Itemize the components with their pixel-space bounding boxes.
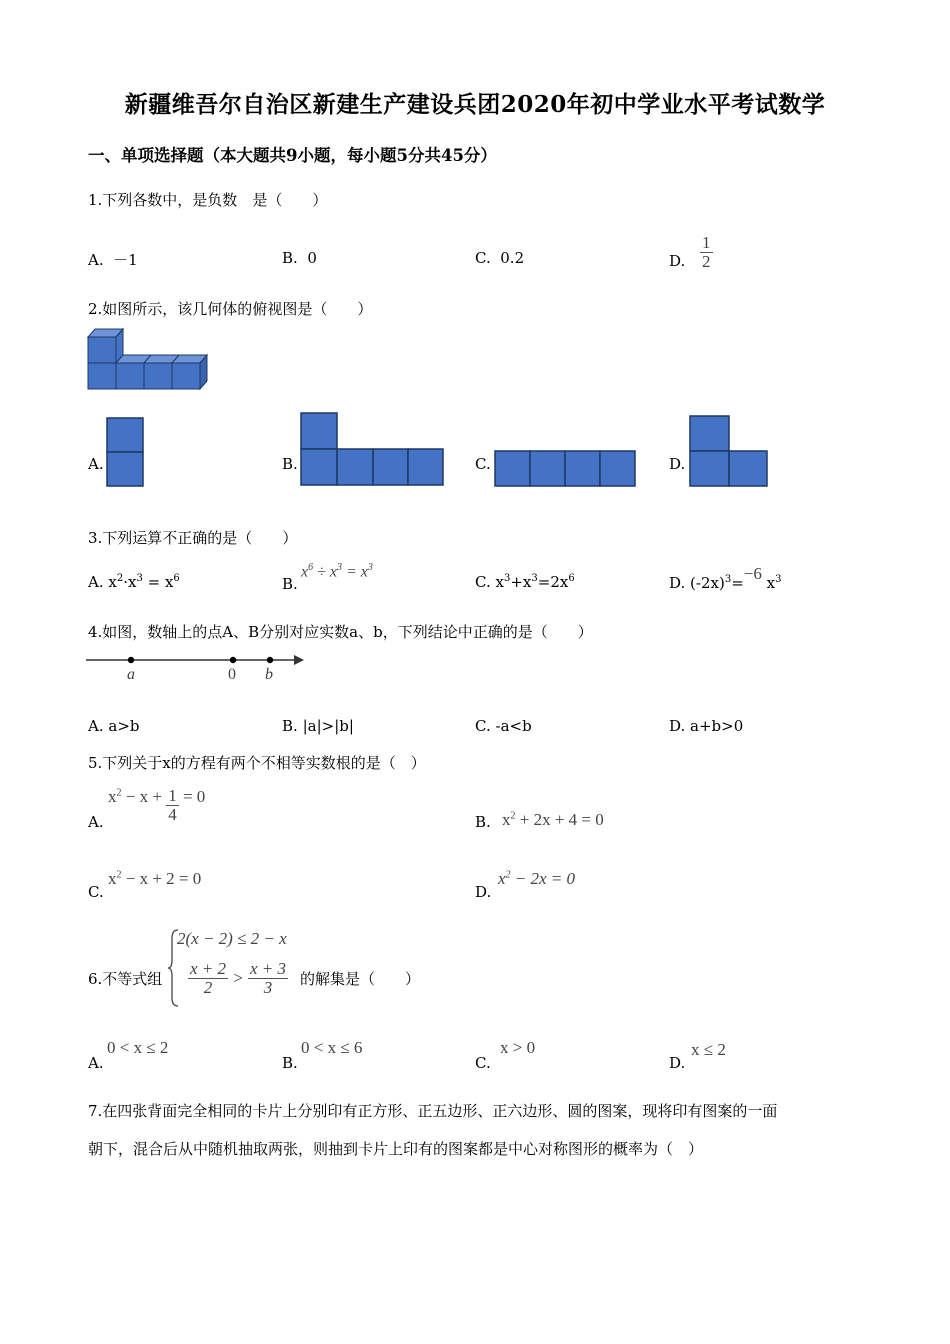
q2-option-b-figure: [300, 412, 446, 488]
q2-option-c-figure: [494, 450, 638, 488]
q4-option-d: [669, 717, 743, 735]
exponent: 2: [116, 787, 122, 799]
term: x: [766, 574, 776, 592]
q6-option-b-label: B.: [282, 1054, 298, 1072]
term: = x: [342, 563, 368, 581]
term: x: [108, 573, 117, 591]
q5-option-a-expr: [108, 787, 205, 824]
option-label: D.: [669, 717, 686, 735]
question-2-stem: 2.如图所示，该几何体的俯视图是（ ）: [88, 300, 373, 318]
exponent: 2: [116, 869, 122, 881]
denominator: 4: [168, 804, 177, 824]
option-value: －1: [113, 251, 138, 269]
axis-label-a: a: [127, 666, 135, 683]
option-label: D.: [669, 252, 686, 271]
term: +x: [510, 573, 532, 591]
fraction-one-half: [700, 234, 713, 271]
q1-option-b: [282, 249, 317, 267]
q6-option-a-label: A.: [88, 1054, 104, 1072]
numerator: 1: [168, 786, 177, 805]
term: = x: [142, 573, 174, 591]
exponent: 6: [568, 573, 575, 584]
option-label: B.: [282, 249, 298, 267]
option-label: A.: [88, 717, 104, 735]
q6-option-c-label: C.: [475, 1054, 491, 1072]
exponent: 6: [308, 562, 314, 573]
term: x: [495, 573, 504, 591]
q4-option-b: [282, 717, 354, 735]
exponent: 2: [116, 573, 124, 584]
question-3-stem: 3.下列运算不正确的是（ ）: [88, 529, 298, 547]
numerator: 1: [702, 233, 711, 252]
exponent: 3: [367, 562, 373, 573]
exponent: 3: [136, 573, 143, 584]
q6-option-d-expr: x ≤ 2: [691, 1040, 726, 1059]
solid-figure: [86, 325, 211, 390]
denominator: 3: [263, 977, 273, 997]
term: ·x: [123, 573, 137, 591]
term: − x +: [121, 787, 167, 806]
inequality-line-1: 2(x − 2) ≤ 2 − x: [177, 929, 287, 948]
term: − x + 2 = 0: [121, 869, 202, 888]
question-6-stem-post: 的解集是（ ）: [300, 970, 421, 988]
inequality-line-2: [188, 960, 288, 997]
fraction-right: [248, 960, 288, 997]
q5-option-b-label: B.: [475, 813, 491, 831]
term: x: [502, 810, 511, 829]
q3-option-a: [88, 573, 180, 591]
fraction-left: [188, 960, 228, 997]
q1-option-a: [88, 249, 138, 270]
option-value: -a<b: [495, 717, 532, 735]
option-label: A.: [88, 573, 104, 591]
q2-option-a-figure: [106, 417, 146, 489]
coefficient: −6: [743, 564, 762, 583]
option-label: C.: [475, 249, 491, 267]
denominator: 2: [702, 251, 711, 271]
q3-option-b-expr: [301, 562, 373, 581]
q5-option-d-label: D.: [475, 883, 492, 901]
q2-option-a-label: A.: [88, 455, 104, 473]
exponent: 3: [531, 573, 538, 584]
term: = 0: [178, 787, 206, 806]
q1-option-c: [475, 249, 524, 267]
term: − 2x = 0: [510, 869, 576, 888]
option-label: D.: [669, 574, 686, 592]
option-label: C.: [475, 573, 491, 591]
point-zero: [230, 657, 236, 663]
term: + 2x + 4 = 0: [515, 810, 604, 829]
term: x: [108, 869, 117, 888]
q5-option-d-expr: [498, 869, 575, 889]
section-heading: 一、单项选择题（本大题共9小题，每小题5分共45分）: [88, 146, 497, 165]
q2-option-c-label: C.: [475, 455, 491, 473]
point-b: [267, 657, 273, 663]
option-value: a>b: [108, 717, 140, 735]
option-value: 0.2: [500, 249, 525, 267]
exponent: 6: [173, 573, 180, 584]
exponent: 3: [337, 562, 342, 573]
q4-option-a: [88, 717, 140, 735]
exponent: 3: [503, 573, 511, 584]
axis-label-zero: 0: [228, 666, 236, 683]
operator: >: [232, 968, 244, 988]
numerator: x + 3: [250, 959, 287, 978]
denominator: 2: [203, 977, 213, 997]
q1-option-d: [669, 234, 713, 271]
question-7-line-2: 朝下，混合后从中随机抽取两张，则抽到卡片上印有的图案都是中心对称图形的概率为（ ）: [88, 1140, 704, 1158]
q6-option-d-label: D.: [669, 1054, 686, 1072]
q3-option-d: [669, 564, 782, 593]
axis-label-b: b: [265, 666, 273, 683]
q4-option-c: [475, 717, 532, 735]
q2-option-d-label: D.: [669, 455, 686, 473]
term: (-2x): [690, 574, 725, 592]
term: x: [498, 869, 506, 888]
exponent: 2: [510, 810, 516, 822]
question-7-line-1: 7.在四张背面完全相同的卡片上分别印有正方形、正五边形、正六边形、圆的图案，现将印有图案的一面: [88, 1102, 778, 1120]
q2-option-d-figure: [689, 415, 771, 489]
question-1-stem: 1.下列各数中，是负数 是（ ）: [88, 191, 328, 209]
exponent: 2: [505, 869, 511, 881]
option-label: C.: [475, 717, 491, 735]
option-value: a+b>0: [690, 717, 744, 735]
q5-option-c-expr: [108, 869, 201, 889]
option-value: 0: [307, 249, 317, 267]
q3-option-c: [475, 573, 575, 591]
term: ÷ x: [313, 563, 337, 581]
option-value: |a|>|b|: [302, 717, 354, 735]
q6-option-b-expr: 0 < x ≤ 6: [301, 1038, 363, 1057]
number-line: [86, 650, 308, 688]
question-4-stem: 4.如图，数轴上的点A、B分别对应实数a、b，下列结论中正确的是（ ）: [88, 623, 593, 641]
term: x: [301, 563, 309, 581]
q2-option-b-label: B.: [282, 455, 298, 473]
question-6-stem-pre: 6.不等式组: [88, 970, 163, 988]
q6-option-a-expr: 0 < x ≤ 2: [107, 1038, 169, 1057]
exponent: 3: [775, 574, 782, 585]
point-a: [128, 657, 134, 663]
term: x: [108, 787, 117, 806]
term: =2x: [537, 573, 569, 591]
q3-option-b-label: B.: [282, 575, 298, 593]
q5-option-a-label: A.: [88, 813, 104, 831]
q5-option-b-expr: [502, 810, 604, 830]
numerator: x + 2: [190, 959, 227, 978]
exponent: 3: [724, 574, 732, 585]
page-title: 新疆维吾尔自治区新建生产建设兵团2020年初中学业水平考试数学: [124, 91, 826, 118]
term: =: [731, 574, 744, 592]
option-label: A.: [88, 251, 104, 269]
q6-option-c-expr: x > 0: [500, 1038, 536, 1057]
question-5-stem: 5.下列关于x的方程有两个不相等实数根的是（ ）: [88, 754, 426, 772]
option-label: B.: [282, 717, 298, 735]
fraction-one-quarter: [166, 787, 179, 824]
q5-option-c-label: C.: [88, 883, 104, 901]
